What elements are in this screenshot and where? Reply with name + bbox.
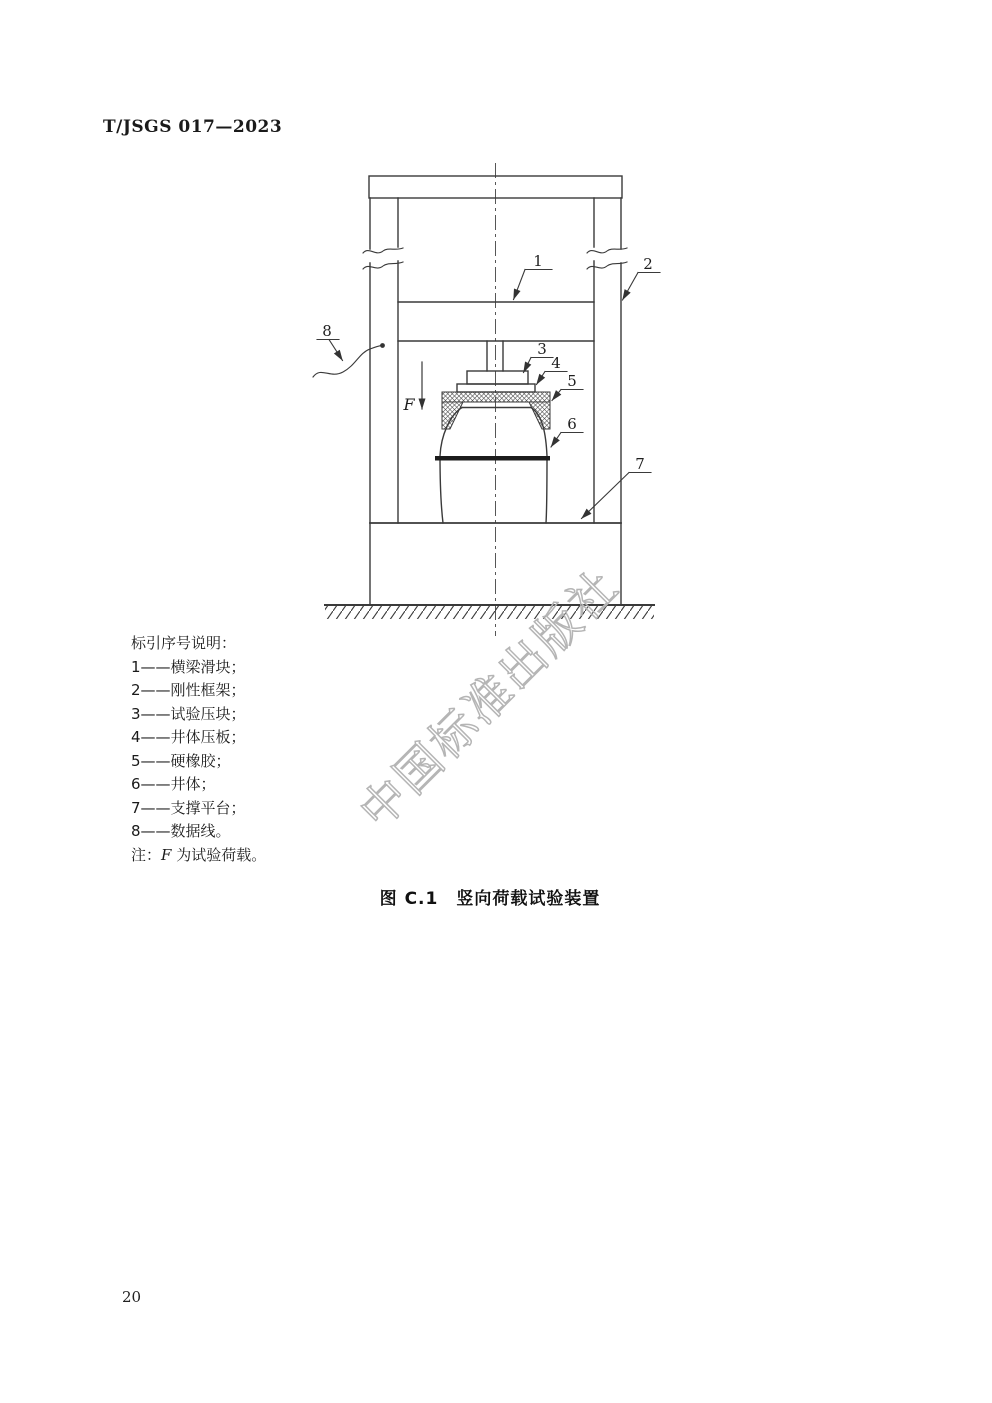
legend-item: 3——试验压块； (131, 704, 246, 723)
legend-item: 8——数据线。 (131, 822, 231, 840)
ground (325, 605, 654, 619)
force-label: F (403, 395, 415, 414)
well-clamp-band (435, 456, 550, 461)
legend-item: 1——横梁滑块； (131, 657, 246, 676)
figure-caption: 图 C.1 竖向荷载试验装置 (379, 889, 601, 909)
legend-note (131, 844, 266, 868)
note-suffix: 为试验荷载。 (171, 845, 267, 864)
label-8: 8 (322, 322, 332, 340)
legend-item: 2——刚性框架； (131, 681, 246, 699)
publisher-watermark: 中国标准出版社 (348, 557, 630, 839)
label-6: 6 (567, 415, 577, 433)
label-3: 3 (537, 340, 547, 358)
legend-item: 4——井体压板； (131, 728, 246, 746)
legend-item: 5——硬橡胶； (131, 751, 231, 770)
data-line (313, 343, 385, 377)
test-press-block (467, 371, 528, 384)
legend (131, 632, 266, 867)
page-number: 20 (122, 1288, 142, 1306)
label-7: 7 (635, 455, 645, 473)
note-prefix: 注： (131, 845, 162, 864)
label-2: 2 (643, 255, 653, 273)
label-5: 5 (567, 372, 577, 390)
legend-title: 标引序号说明： (131, 634, 237, 652)
legend-item: 7——支撑平台； (131, 798, 246, 817)
figure-diagram (300, 150, 680, 650)
legend-item: 6——井体； (131, 775, 216, 793)
note-force-symbol: F (161, 845, 172, 864)
label-1: 1 (533, 252, 543, 270)
standard-number: T/JSGS 017—2023 (103, 117, 283, 137)
label-4: 4 (551, 354, 561, 372)
